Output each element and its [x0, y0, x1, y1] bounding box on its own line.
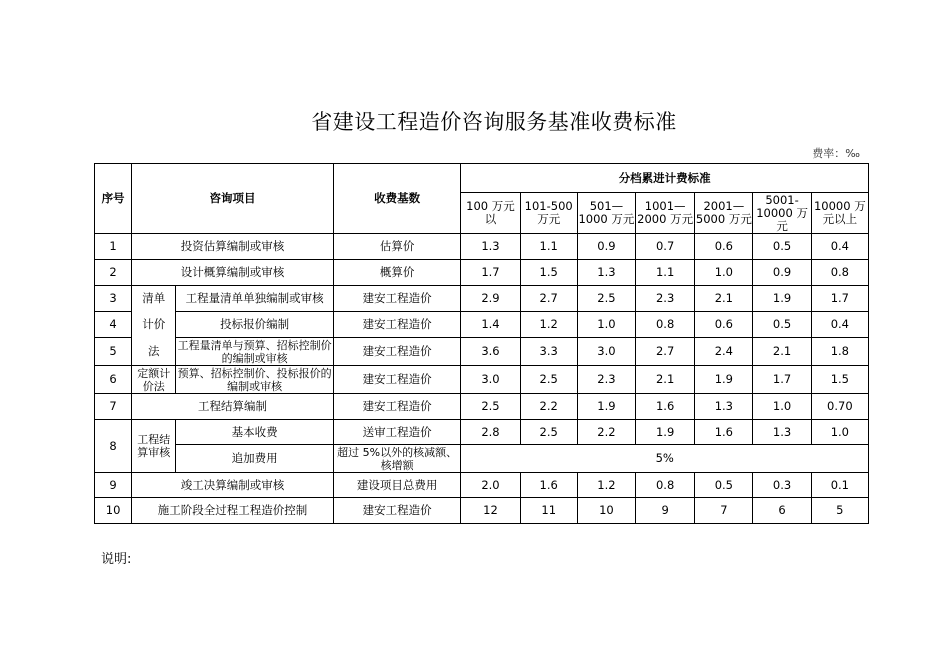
row-value: 1.2 — [520, 312, 577, 338]
row-seq: 1 — [95, 234, 132, 260]
row-value: 7 — [695, 498, 753, 524]
header-tier: 10000 万元以上 — [811, 193, 868, 234]
row-item: 设计概算编制或审核 — [132, 260, 334, 286]
header-tier: 5001-10000 万元 — [753, 193, 811, 234]
header-tier-group: 分档累进计费标准 — [461, 164, 869, 193]
row-value: 11 — [520, 498, 577, 524]
table-row — [95, 394, 869, 420]
row-value: 0.5 — [695, 473, 753, 498]
row-group-label: 定额计价法 — [132, 366, 176, 394]
row-value: 0.8 — [636, 473, 695, 498]
row-value: 1.9 — [636, 420, 695, 445]
table-row — [95, 234, 869, 260]
row-seq: 7 — [95, 394, 132, 420]
row-value: 3.3 — [520, 338, 577, 366]
row-basis: 建安工程造价 — [333, 366, 460, 394]
row-basis: 概算价 — [333, 260, 460, 286]
row-value: 2.5 — [461, 394, 520, 420]
row-value: 1.3 — [753, 420, 811, 445]
row-value: 2.5 — [577, 286, 635, 312]
row-value: 0.4 — [811, 234, 868, 260]
row-value: 1.9 — [577, 394, 635, 420]
table-row — [95, 445, 869, 473]
header-tier: 1001—2000 万元 — [636, 193, 695, 234]
row-value: 2.1 — [695, 286, 753, 312]
row-basis: 建安工程造价 — [333, 338, 460, 366]
row-value: 1.6 — [520, 473, 577, 498]
row-item: 工程量清单与预算、招标控制价的编制或审核 — [177, 338, 332, 365]
row-value: 2.2 — [520, 394, 577, 420]
table-row — [95, 260, 869, 286]
row-value: 1.5 — [520, 260, 577, 286]
row-value: 1.0 — [753, 394, 811, 420]
row-value: 1.5 — [811, 366, 868, 394]
row-value: 0.5 — [753, 234, 811, 260]
fee-table — [94, 163, 869, 524]
document-title: 省建设工程造价咨询服务基准收费标准 — [311, 110, 677, 134]
header-tier: 501—1000 万元 — [577, 193, 635, 234]
table-row — [95, 420, 869, 445]
row-item: 追加费用 — [176, 445, 334, 473]
row-group-label: 清单 — [132, 286, 176, 312]
row-seq: 10 — [95, 498, 132, 524]
row-item: 施工阶段全过程工程造价控制 — [132, 498, 334, 524]
row-seq: 5 — [95, 338, 132, 366]
row-item: 基本收费 — [176, 420, 334, 445]
row-value: 1.8 — [811, 338, 868, 366]
header-tier: 100 万元以 — [461, 193, 520, 234]
header-seq: 序号 — [95, 164, 132, 234]
row-seq: 4 — [95, 312, 132, 338]
header-tier: 2001—5000 万元 — [695, 193, 753, 234]
row-value: 0.9 — [753, 260, 811, 286]
row-basis: 超过 5%以外的核减额、核增额 — [333, 445, 460, 473]
row-value: 1.1 — [520, 234, 577, 260]
row-value: 0.8 — [636, 312, 695, 338]
row-value: 0.9 — [577, 234, 635, 260]
row-seq: 8 — [95, 420, 132, 473]
row-merged-value: 5% — [461, 445, 869, 473]
row-seq: 2 — [95, 260, 132, 286]
row-value: 10 — [577, 498, 635, 524]
row-value: 1.4 — [461, 312, 520, 338]
row-value: 2.5 — [520, 420, 577, 445]
row-value: 3.6 — [461, 338, 520, 366]
row-seq: 3 — [95, 286, 132, 312]
header-item: 咨询项目 — [132, 164, 334, 234]
table-row — [95, 312, 869, 338]
row-value: 2.7 — [636, 338, 695, 366]
row-value: 1.1 — [636, 260, 695, 286]
row-value: 1.0 — [577, 312, 635, 338]
row-value: 2.1 — [753, 338, 811, 366]
header-tier: 101-500 万元 — [520, 193, 577, 234]
row-value: 12 — [461, 498, 520, 524]
header-basis: 收费基数 — [333, 164, 460, 234]
row-value: 2.7 — [520, 286, 577, 312]
row-basis: 建安工程造价 — [333, 286, 460, 312]
row-value: 1.0 — [811, 420, 868, 445]
header-row-1 — [95, 164, 869, 193]
row-basis: 估算价 — [333, 234, 460, 260]
row-value: 3.0 — [461, 366, 520, 394]
note-label: 说明: — [101, 552, 132, 567]
row-value: 1.6 — [636, 394, 695, 420]
row-value: 6 — [753, 498, 811, 524]
row-value: 2.0 — [461, 473, 520, 498]
row-item: 投资估算编制或审核 — [132, 234, 334, 260]
row-value: 3.0 — [577, 338, 635, 366]
row-value: 1.3 — [695, 394, 753, 420]
table-row — [95, 366, 869, 394]
row-value: 0.6 — [695, 234, 753, 260]
row-value: 0.1 — [811, 473, 868, 498]
row-basis: 建安工程造价 — [333, 498, 460, 524]
row-value: 1.7 — [461, 260, 520, 286]
row-value: 1.6 — [695, 420, 753, 445]
row-value: 0.3 — [753, 473, 811, 498]
row-value: 1.7 — [811, 286, 868, 312]
row-group-label: 计价 — [132, 312, 176, 338]
row-item: 工程量清单单独编制或审核 — [176, 286, 334, 312]
row-value: 0.5 — [753, 312, 811, 338]
row-value: 0.8 — [811, 260, 868, 286]
row-basis: 建设项目总费用 — [333, 473, 460, 498]
table-row — [95, 473, 869, 498]
row-value: 2.4 — [695, 338, 753, 366]
unit-label: 费率：‰ — [812, 147, 860, 160]
row-value: 5 — [811, 498, 868, 524]
row-value: 1.2 — [577, 473, 635, 498]
row-value: 1.3 — [577, 260, 635, 286]
row-item: 工程结算编制 — [132, 394, 334, 420]
row-value: 2.5 — [520, 366, 577, 394]
row-group-label: 法 — [132, 338, 176, 366]
row-value: 2.1 — [636, 366, 695, 394]
row-seq: 6 — [95, 366, 132, 394]
row-value: 0.4 — [811, 312, 868, 338]
row-value: 1.7 — [753, 366, 811, 394]
row-value: 2.3 — [636, 286, 695, 312]
row-basis: 建安工程造价 — [333, 312, 460, 338]
row-value: 1.9 — [695, 366, 753, 394]
row-item: 预算、招标控制价、投标报价的编制或审核 — [177, 366, 332, 393]
row-group-label: 工程结算审核 — [132, 420, 176, 473]
table-row — [95, 338, 869, 366]
row-item: 投标报价编制 — [176, 312, 334, 338]
row-seq: 9 — [95, 473, 132, 498]
row-basis: 送审工程造价 — [333, 420, 460, 445]
row-value: 2.2 — [577, 420, 635, 445]
row-value: 2.9 — [461, 286, 520, 312]
row-value: 1.0 — [695, 260, 753, 286]
row-value: 2.3 — [577, 366, 635, 394]
row-basis: 建安工程造价 — [333, 394, 460, 420]
row-value: 0.6 — [695, 312, 753, 338]
table-row — [95, 498, 869, 524]
row-value: 0.70 — [811, 394, 868, 420]
row-value: 1.9 — [753, 286, 811, 312]
table-row — [95, 286, 869, 312]
row-value: 0.7 — [636, 234, 695, 260]
row-value: 1.3 — [461, 234, 520, 260]
row-value: 9 — [636, 498, 695, 524]
row-value: 2.8 — [461, 420, 520, 445]
row-item: 竣工决算编制或审核 — [132, 473, 334, 498]
